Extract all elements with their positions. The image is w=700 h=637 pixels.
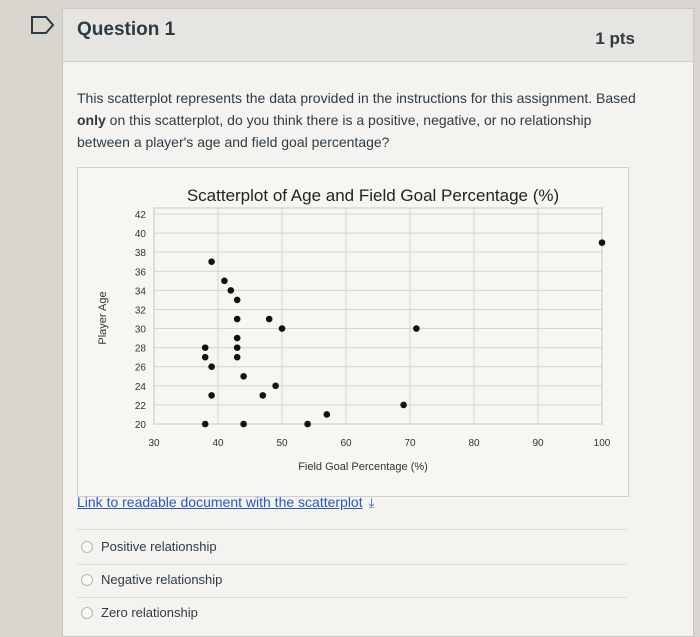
x-tick-label: 60: [340, 438, 352, 449]
link-text: Link to readable document with the scatterplot: [77, 494, 363, 510]
divider: [77, 564, 627, 565]
y-tick-label: 40: [134, 229, 146, 241]
answer-label: Zero relationship: [101, 605, 198, 620]
radio-positive[interactable]: [81, 541, 93, 553]
data-point: [240, 373, 247, 380]
data-point: [400, 402, 407, 409]
answer-label: Positive relationship: [101, 539, 217, 554]
y-axis-label: Player Age: [97, 291, 109, 345]
data-point: [234, 335, 241, 342]
data-point: [202, 421, 209, 428]
x-tick-label: 30: [148, 438, 160, 449]
download-icon: ⤓: [368, 495, 375, 510]
y-tick-label: 36: [134, 267, 146, 279]
x-tick-label: 40: [212, 438, 224, 449]
data-point: [599, 239, 606, 246]
radio-negative[interactable]: [81, 574, 93, 586]
data-point: [228, 287, 235, 294]
y-tick-label: 42: [134, 210, 146, 221]
y-tick-label: 20: [134, 420, 146, 431]
data-point: [208, 258, 215, 265]
data-point: [279, 325, 286, 332]
divider: [77, 597, 627, 598]
radio-zero[interactable]: [81, 607, 93, 619]
x-tick-label: 90: [532, 438, 544, 449]
question-card: [62, 8, 694, 637]
bookmark-flag-icon[interactable]: [30, 14, 56, 36]
y-tick-label: 30: [134, 324, 146, 336]
grid-lines: [154, 208, 602, 424]
plot-frame: [154, 208, 602, 424]
prompt-text-1: This scatterplot represents the data provided in the instructions for this assignment. Based: [77, 90, 636, 106]
y-tick-label: 24: [134, 381, 146, 393]
data-point: [202, 344, 209, 351]
data-point: [208, 392, 215, 399]
y-tick-label: 26: [134, 362, 146, 374]
data-point: [240, 421, 247, 428]
data-point: [221, 278, 228, 285]
x-tick-labels: [148, 438, 610, 449]
x-axis-label: Field Goal Percentage (%): [298, 461, 428, 473]
data-point: [266, 316, 273, 323]
chart-title: Scatterplot of Age and Field Goal Percentage (%): [186, 186, 560, 205]
y-tick-label: 22: [134, 400, 146, 412]
question-header: [63, 9, 693, 62]
question-points: 1 pts: [595, 29, 635, 48]
x-tick-label: 50: [276, 438, 288, 449]
data-point: [234, 354, 241, 361]
prompt-text-2: on this scatterplot, do you think there is a positive, negative, or no relationship between a player's age and field goal percentage?: [77, 112, 592, 150]
prompt-bold-text: only: [77, 112, 106, 128]
data-point: [324, 411, 331, 418]
data-point: [234, 316, 241, 323]
y-tick-label: 38: [134, 248, 146, 260]
y-tick-label: 32: [134, 305, 146, 317]
answer-option-zero[interactable]: [81, 605, 198, 620]
x-tick-label: 80: [468, 438, 480, 449]
y-tick-label: 28: [134, 343, 146, 355]
data-point: [304, 421, 311, 428]
data-points: [202, 239, 605, 427]
data-point: [272, 383, 279, 390]
data-point: [260, 392, 267, 399]
divider: [77, 529, 627, 530]
data-point: [234, 344, 241, 351]
x-tick-label: 100: [593, 438, 611, 449]
answer-option-negative[interactable]: [81, 572, 222, 587]
x-tick-label: 70: [404, 438, 416, 449]
question-prompt: [77, 87, 637, 153]
data-point: [234, 297, 241, 304]
y-tick-label: 34: [134, 286, 146, 298]
scatterplot-figure: [77, 167, 629, 497]
answer-label: Negative relationship: [101, 572, 223, 587]
scatterplot-svg: [78, 168, 628, 496]
y-tick-labels: [135, 210, 147, 431]
answer-option-positive[interactable]: [81, 539, 217, 554]
question-title: Question 1: [77, 19, 176, 40]
data-point: [208, 363, 215, 370]
data-point: [202, 354, 209, 361]
scatterplot-document-link[interactable]: [77, 494, 374, 511]
data-point: [413, 325, 420, 332]
